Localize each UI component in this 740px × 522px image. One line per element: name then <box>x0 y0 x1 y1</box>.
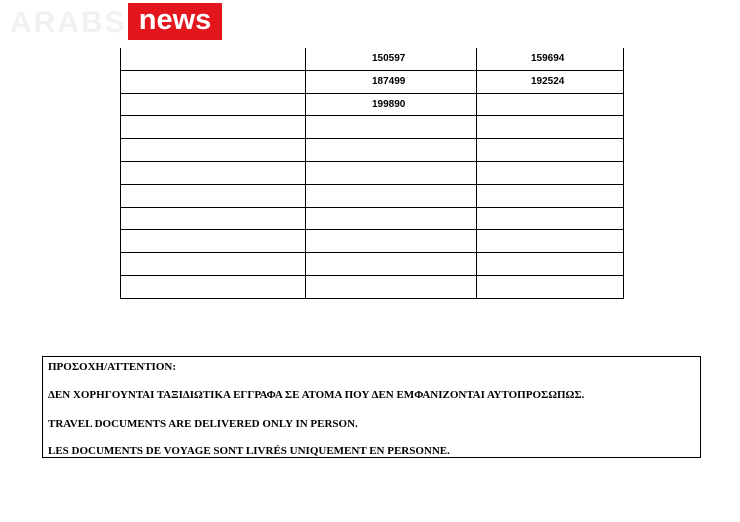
table-cell <box>306 116 477 139</box>
table-row <box>121 230 624 253</box>
table-cell <box>121 207 306 230</box>
notice-french-text: LES DOCUMENTS DE VOYAGE SONT LIVRÉS UNIQUEMENT EN PERSONNE. <box>48 445 450 457</box>
notice-english-text: TRAVEL DOCUMENTS ARE DELIVERED ONLY IN PERSON. <box>48 418 358 430</box>
notice-greek-text: ΔΕΝ ΧΟΡΗΓΟΥΝΤΑΙ ΤΑΞΙΔΙΩΤΙΚΑ ΕΓΓΡΑΦΑ ΣΕ ΑΤΟΜΑ ΠΟΥ ΔΕΝ ΕΜΦΑΝΙΖΟΝΤΑΙ ΑΥΤΟΠΡΟΣΩΠΩΣ. <box>48 389 585 401</box>
application-numbers-table <box>120 48 624 299</box>
table-cell <box>121 275 306 298</box>
table-row <box>121 139 624 162</box>
table-row <box>121 70 624 93</box>
table-cell <box>121 184 306 207</box>
table-cell <box>477 116 624 139</box>
table-cell <box>121 70 306 93</box>
table-cell <box>121 116 306 139</box>
table-row <box>121 48 624 70</box>
table-cell <box>121 230 306 253</box>
news-logo: news <box>128 3 222 40</box>
site-watermark: ARABS <box>10 6 127 39</box>
table-cell: 159694 <box>477 48 624 70</box>
table-cell <box>477 230 624 253</box>
table-cell <box>121 253 306 276</box>
table-row <box>121 184 624 207</box>
notice-heading: ΠΡΟΣΟΧΗ/ATTENTION: <box>48 361 176 373</box>
table-cell: 199890 <box>306 93 477 116</box>
table-cell <box>306 207 477 230</box>
table-cell <box>477 253 624 276</box>
table-cell <box>306 139 477 162</box>
table-row <box>121 93 624 116</box>
table-cell <box>306 275 477 298</box>
table-cell <box>121 139 306 162</box>
table-cell <box>121 93 306 116</box>
table-cell: 187499 <box>306 70 477 93</box>
table-cell <box>306 253 477 276</box>
table-cell <box>477 275 624 298</box>
table-cell: 150597 <box>306 48 477 70</box>
table-row <box>121 116 624 139</box>
table-cell <box>477 139 624 162</box>
table-cell <box>306 184 477 207</box>
table-row <box>121 207 624 230</box>
table-cell <box>477 184 624 207</box>
table-row <box>121 275 624 298</box>
table-cell <box>477 161 624 184</box>
table-cell <box>121 48 306 70</box>
table-cell <box>306 161 477 184</box>
table-cell <box>121 161 306 184</box>
attention-notice-box <box>42 356 701 458</box>
table-cell <box>306 230 477 253</box>
table-cell <box>477 93 624 116</box>
table-cell: 192524 <box>477 70 624 93</box>
table-cell <box>477 207 624 230</box>
table-row <box>121 253 624 276</box>
table-row <box>121 161 624 184</box>
